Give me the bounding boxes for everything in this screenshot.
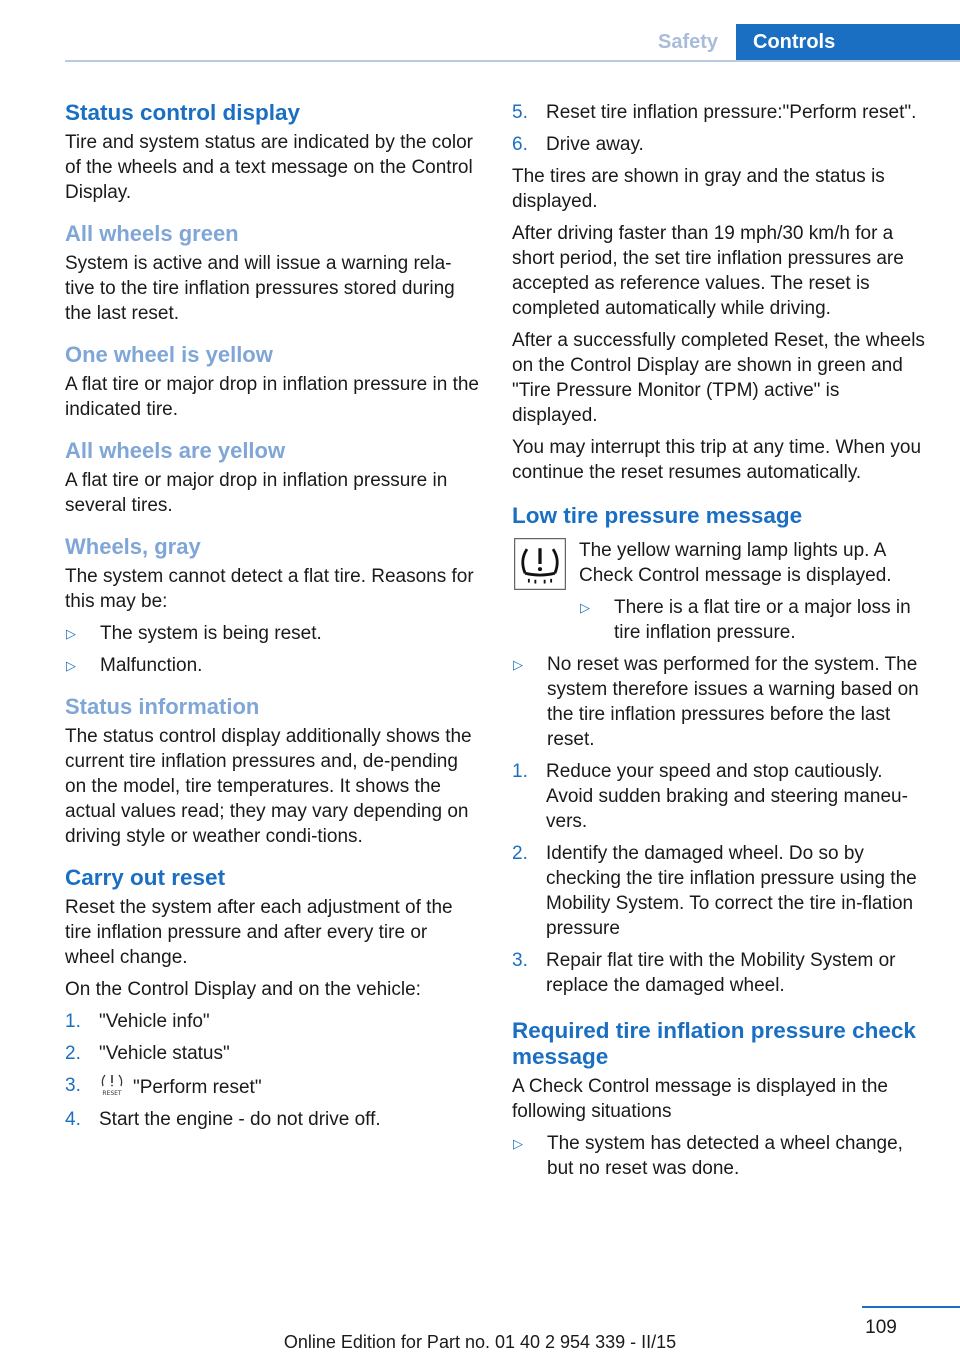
paragraph: A flat tire or major drop in inflation pressure in several tires. — [65, 470, 448, 516]
step-number: 2. — [65, 1043, 81, 1064]
list-item-content — [99, 1073, 480, 1100]
list-item — [512, 841, 930, 941]
paragraph: On the Control Display and on the vehicle: — [65, 979, 421, 1000]
list-item-text: Reduce your speed and stop cautiously. Avoid sudden braking and steering maneu‐vers. — [546, 761, 908, 832]
list-item-text: Malfunction. — [100, 655, 203, 676]
list-item-text: "Perform reset" — [133, 1077, 262, 1098]
list-item — [512, 100, 930, 125]
footer-edition: Online Edition for Part no. 01 40 2 954 339 - II/15 — [283, 1332, 677, 1352]
step-number: 1. — [512, 761, 528, 782]
heading-one-wheel-yellow: One wheel is yellow — [65, 342, 273, 367]
bullet-list — [512, 1131, 930, 1181]
list-item-text: Start the engine - do not drive off. — [99, 1109, 381, 1130]
header-divider — [65, 60, 960, 62]
list-item — [65, 1041, 480, 1066]
heading-all-wheels-yellow: All wheels are yellow — [65, 438, 286, 463]
numbered-list — [512, 100, 930, 157]
warning-block — [512, 538, 930, 645]
triangle-right-icon: ▷ — [513, 657, 523, 672]
triangle-right-icon: ▷ — [513, 1136, 523, 1151]
section-low-tire-pressure — [512, 503, 930, 998]
paragraph: You may interrupt this trip at any time. When you continue the reset resumes automatically. — [512, 437, 922, 483]
paragraph: After a successfully completed Reset, the wheels on the Control Display are shown in green and "Tire Pressure Monitor (TPM) active" is displayed. — [512, 330, 925, 426]
paragraph: System is active and will issue a warning rela‐tive to the tire inflation pressures stored during the last reset. — [65, 253, 455, 324]
svg-text:RESET: RESET — [102, 1090, 122, 1097]
list-item-text: The system is being reset. — [100, 623, 322, 644]
header-chapter-controls: Controls — [736, 24, 960, 61]
list-item-text: "Vehicle status" — [99, 1043, 230, 1064]
header-section-safety: Safety — [657, 31, 719, 53]
section-carry-out-reset — [65, 865, 480, 1132]
section-one-wheel-yellow — [65, 342, 480, 422]
list-item — [512, 132, 930, 157]
list-item-text: Drive away. — [546, 134, 644, 155]
heading-status-information: Status information — [65, 694, 260, 719]
list-item — [579, 595, 930, 645]
list-item-text: Repair flat tire with the Mobility System or replace the damaged wheel. — [546, 950, 896, 996]
section-wheels-gray — [65, 534, 480, 678]
footer-divider — [862, 1306, 960, 1308]
paragraph: The status control display additionally shows the current tire inflation pressures and, de‐pending on the model, tire temperatures. It shows the actual values read; they may vary depending on driving style or weather condi‐tions. — [65, 726, 472, 847]
heading-carry-out-reset: Carry out reset — [65, 865, 226, 890]
numbered-list — [65, 1009, 480, 1132]
list-item — [512, 652, 930, 752]
paragraph: Tire and system status are indicated by the color of the wheels and a text message on the Control Display. — [65, 132, 473, 203]
paragraph: After driving faster than 19 mph/30 km/h for a short period, the set tire inflation pressures are accepted as reference values. The reset is completed automatically while driving. — [512, 223, 904, 319]
bullet-list — [512, 652, 930, 752]
paragraph: The tires are shown in gray and the status is displayed. — [512, 166, 885, 212]
list-item — [65, 1009, 480, 1034]
section-status-control-display — [65, 100, 480, 205]
paragraph: The system cannot detect a flat tire. Reasons for this may be: — [65, 566, 474, 612]
step-number: 5. — [512, 102, 528, 123]
heading-all-wheels-green: All wheels green — [65, 221, 239, 246]
step-number: 3. — [512, 950, 528, 971]
list-item-text: "Vehicle info" — [99, 1011, 210, 1032]
list-item — [65, 653, 480, 678]
paragraph: Reset the system after each adjustment of the tire inflation pressure and after every tire or wheel change. — [65, 897, 453, 968]
step-number: 4. — [65, 1109, 81, 1130]
triangle-right-icon: ▷ — [66, 626, 76, 641]
section-status-information — [65, 694, 480, 849]
paragraph: A flat tire or major drop in inflation pressure in the indicated tire. — [65, 374, 479, 420]
section-all-wheels-yellow — [65, 438, 480, 518]
list-item — [512, 948, 930, 998]
tire-pressure-warning-icon — [512, 538, 568, 590]
list-item-text: Identify the damaged wheel. Do so by checking the tire inflation pressure using the Mobility System. To correct the tire in‐flation pressure — [546, 843, 917, 939]
step-number: 3. — [65, 1075, 81, 1096]
triangle-right-icon: ▷ — [66, 658, 76, 673]
bullet-list — [579, 595, 930, 645]
section-required-pressure-check — [512, 1018, 930, 1181]
list-item-text: There is a flat tire or a major loss in tire inflation pressure. — [614, 597, 911, 643]
left-column — [65, 100, 480, 1132]
warning-text-block — [568, 538, 930, 645]
list-item-text: No reset was performed for the system. The system therefore issues a warning based on the tire inflation pressures before the last reset. — [547, 654, 919, 750]
list-item — [512, 1131, 930, 1181]
numbered-list — [512, 759, 930, 998]
heading-low-tire-pressure: Low tire pressure message — [512, 503, 803, 528]
list-item — [65, 621, 480, 646]
list-item — [65, 1073, 480, 1100]
page-number: 109 — [865, 1317, 897, 1338]
paragraph: A Check Control message is displayed in the following situations — [512, 1076, 888, 1122]
heading-required-pressure-check: Required tire inflation pressure check message — [512, 1018, 916, 1069]
list-item-text: Reset tire inflation pressure:"Perform reset". — [546, 102, 917, 123]
list-item-text: The system has detected a wheel change, but no reset was done. — [547, 1133, 903, 1179]
heading-status-control-display: Status control display — [65, 100, 301, 125]
heading-wheels-gray: Wheels, gray — [65, 534, 201, 559]
list-item — [65, 1107, 480, 1132]
tire-pressure-reset-icon — [99, 1073, 125, 1097]
step-number: 2. — [512, 843, 528, 864]
triangle-right-icon: ▷ — [580, 600, 590, 615]
step-number: 6. — [512, 134, 528, 155]
right-column — [512, 100, 930, 1181]
section-all-wheels-green — [65, 221, 480, 326]
bullet-list — [65, 621, 480, 678]
paragraph: The yellow warning lamp lights up. A Check Control message is displayed. — [579, 540, 892, 586]
step-number: 1. — [65, 1011, 81, 1032]
list-item — [512, 759, 930, 834]
